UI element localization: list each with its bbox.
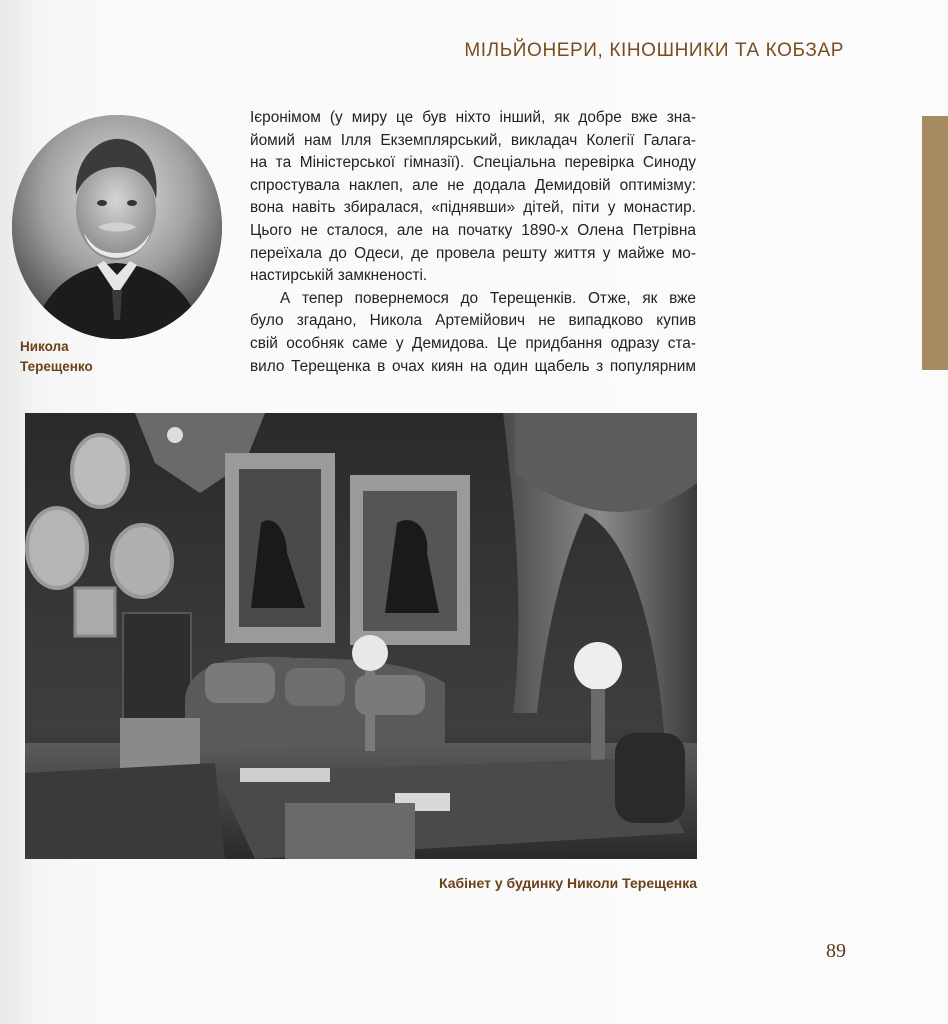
running-header: МІЛЬЙОНЕРИ, КІНОШНИКИ ТА КОБЗАР [464,40,844,61]
text-line: настирській замкненості. [250,267,428,285]
text-line: вило Терещенка в очах киян на один щабель з популярним [250,357,696,375]
text-line: вона навіть збиралася, «піднявши» дітей, піти у монастир. [250,199,696,217]
portrait-caption-surname: Терещенко [20,359,93,374]
text-line: свій особняк саме у Демидова. Це придбання одразу ста- [250,334,696,352]
text-line: переїхала до Одеси, де провела решту життя у майже мо- [250,244,696,262]
text-line: Цього не сталося, але на початку 1890-х Олена Петрівна [250,221,696,239]
text-line: йомий нам Ілля Екземплярський, викладач Колегії Галага- [250,131,696,149]
text-line: на та Міністерської гімназії). Спеціальна перевірка Синоду [250,154,696,172]
text-line: було згадано, Никола Артемійович не випадково купив [250,312,696,330]
photo-caption: Кабінет у будинку Николи Терещенка [438,875,697,891]
text-line: Ієронімом (у миру це був ніхто інший, як добре вже зна- [250,109,696,126]
text-line: А тепер повернемося до Терещенків. Отже, як вже [280,289,696,307]
page-number: 89 [826,940,846,962]
portrait-caption-name: Никола [20,339,69,354]
interior-illustration-icon [25,413,697,859]
chapter-edge-tab [922,116,948,370]
portrait-caption [20,337,93,377]
text-line: спростувала наклеп, але не додала Демидовій оптимізму: [250,176,696,194]
body-text [250,107,696,378]
portrait-photo [12,115,222,339]
portrait-illustration-icon [12,115,222,339]
interior-photo [25,413,697,859]
